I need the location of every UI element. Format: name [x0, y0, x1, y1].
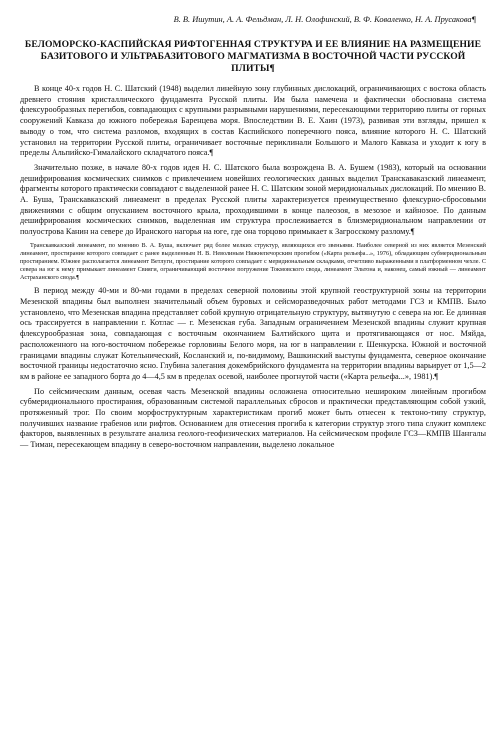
- body-paragraph: По сейсмическим данным, осевая часть Мезенской впадины осложнена относительно нешироким линейным прогибом субмеридионального простирания, образованным системой параллельных сбросов и практически представляющим собой узкий, протяженный трог. По своим морфоструктурным характеристикам прогиб может быть отнесен к тектоно-типу структур, получивших название грабенов или рифтов. Основанием для отнесения прогиба к категории структур этого типа служит комплекс факторов, выявленных в результате анализа геолого-геофизических материалов. На сейсмическом профиле ГСЗ—КМПВ Шангалы — Тиман, пересекающем впадину в северо-восточном направлении, выделено локальное: [20, 386, 486, 450]
- body-paragraph: Значительно позже, в начале 80-х годов идея Н. С. Шатского была возрождена В. А. Бушем (1983), который на основании дешифрирования космических снимков с привлечением новейших геологических данных выделил Транскаваказский линеамент, фрагменты которого практически совпадают с выделенной ранее Н. С. Шатским зоной меридиональных дислокаций. По мнению В. А. Буша, Транскавказский линеамент в пределах Русской плиты характеризуется преимущественно флексурно-сбросовыми движениями с общим опусканием восточного крыла, проходившими в конце палеозоя, в мезозое и кайнозое. По данным дешифрирования космических снимков, выделенная им структура прослеживается в близмеридиональном направлении от полуострова Канин на севере до Иранского нагорья на юге, где она торцово примыкает к Загросскому разлому.¶: [20, 162, 486, 237]
- article-title: БЕЛОМОРСКО-КАСПИЙСКАЯ РИФТОГЕННАЯ СТРУКТУРА И ЕЕ ВЛИЯНИЕ НА РАЗМЕЩЕНИЕ БАЗИТОВОГО И УЛЬТРАБАЗИТОВОГО МАГМАТИЗМА В ВОСТОЧНОЙ ЧАСТИ РУССКОЙ ПЛИТЫ¶: [24, 39, 482, 74]
- body-paragraph: В период между 40-ми и 80-ми годами в пределах северной половины этой крупной геоструктурной зоны на территории Мезенской впадины был выполнен значительный объем буровых и сейсморазведочных работ методами ГСЗ и КМПВ. Было установлено, что Мезенская впадина представляет собой крупную отрицательную структуру, вытянутую с севера на юг. Ее длинная ось трассируется в направлении г. Котлас — г. Мезенская губа. Западным ограничением Мезенской впадины служит крупная флексурообразная зона, совпадающая с восточным окончанием Балтийского щита и протягивающаяся от нос. Мяйда, расположенного на юго-восточном побережье горловины Белого моря, на юг в направлении г. Шенкурска. Южной и восточной границами впадины служат Котельнический, Косланский и, по-видимому, Вашкинский выступы фундамента, северное окончание восточной границы недостаточно ясно. Глубина залегания докембрийского фундамента на территории впадины варьирует от 1,5—2 км в районе ее западного борта до 4—4,5 км в пределах осевой, наиболее прогнутой части («Карта рельефа...», 1981).¶: [20, 286, 486, 381]
- body-paragraph: В конце 40-х годов Н. С. Шатский (1948) выделил линейную зону глубинных дислокаций, ограничивающих с востока область древнего стояния кристаллического фундамента Русской плиты. Им была намечена и фактически обоснована система флексурообразных перегибов, совпадающих с крупными разрывными нарушениями, пересекающими территорию плиты от горных сооружений Кавказа до южного побережья Баренцева моря. Впоследствии В. Е. Хаин (1973), развивая эти взгляды, пришел к выводу о том, что система разломов, входящих в состав Каспийского поперечного пояса, влияние которого Н. С. Шатский установил на территории Русской плиты, ограничивает восточные периклинали Большого и Малого Кавказа и уходит к югу в пределы Альпийско-Гималайского складчатого пояса.¶: [20, 84, 486, 158]
- authors-line: В. В. Ишутин, А. А. Фельдман, Л. Н. Олофинский, В. Ф. Коваленко, Н. А. Прусакова¶: [173, 15, 476, 24]
- small-print-paragraph: Транскавказский линеамент, по мнению В. А. Буша, включает ряд более мелких структур, являющихся его звеньями. Наиболее северной из них является Мезенский линеамент, простирание которого совпадает с ранее выделенным Н. В. Неволиным Нижнепечорским прогибом («Карта рельефа...», 1976), обладающим субмеридиональным простиранием. Южнее располагается линеамент Ветлуги, простирание которого совпадает с меридиональным складками, отчетливо выраженными в платформенном чехле. С севера на юг к нему примыкает линеамент Свияги, ограничивающий восточное погружение Токмовского свода, линеамент Эльтона и, наконец, самый южный — линеамент Астраханского свода.¶: [20, 241, 486, 282]
